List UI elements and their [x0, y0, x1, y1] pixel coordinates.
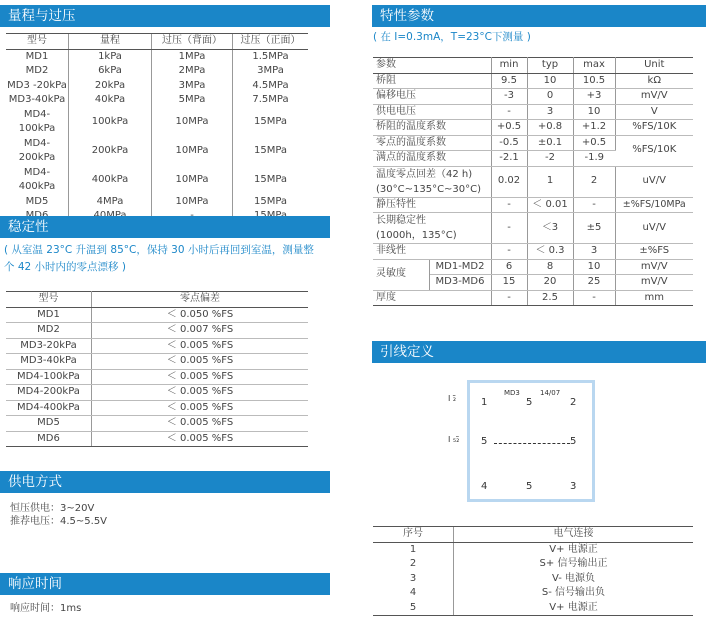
char-min: -: [491, 104, 527, 120]
table-row: [373, 572, 693, 587]
stability-deviation: ＜ 0.005 %FS: [92, 431, 309, 447]
range-header-range: 量程: [69, 34, 152, 50]
dashed-line: [494, 443, 570, 444]
char-min: -2.1: [491, 151, 527, 167]
char-typ: 0: [527, 89, 573, 105]
range-model: MD4-100kPa: [18, 108, 56, 134]
range-model: MD3 -20kPa: [7, 79, 67, 91]
range-back-overpressure: 10MPa: [152, 195, 233, 210]
response-section-header: 响应时间: [0, 573, 330, 595]
diagram-label-md3: MD3: [504, 389, 520, 397]
wiring-connection: S- 信号输出负: [454, 586, 694, 601]
range-model: MD3-40kPa: [8, 94, 66, 105]
char-typ: 1: [527, 166, 573, 197]
range-back-overpressure: 1MPa: [152, 49, 233, 64]
stability-model: MD1: [6, 307, 92, 323]
wiring-no: 4: [409, 587, 417, 598]
table-row: [6, 431, 308, 447]
table-row: [373, 542, 693, 557]
range-back-overpressure: 10MPa: [152, 137, 233, 166]
range-back-overpressure: 3MPa: [152, 79, 233, 94]
table-row: [373, 601, 693, 616]
table-row: [373, 197, 693, 213]
range-model: MD1: [25, 50, 49, 62]
table-row: [6, 195, 308, 210]
table-row: [373, 586, 693, 601]
table-row: [373, 73, 693, 89]
pin-label: 1: [481, 397, 488, 408]
wiring-connection: S+ 信号输出正: [454, 557, 694, 572]
range-back-overpressure: 10MPa: [152, 166, 233, 195]
char-header-min: min: [491, 58, 527, 74]
range-front-overpressure: 3MPa: [233, 64, 309, 79]
stability-model: MD4-200kPa: [6, 385, 92, 401]
power-section-header: 供电方式: [0, 471, 330, 493]
range-value: 1kPa: [69, 49, 152, 64]
char-unit: %FS/10K: [615, 120, 693, 136]
range-value: 20kPa: [69, 79, 152, 94]
range-front-overpressure: 7.5MPa: [233, 93, 309, 108]
table-row: [373, 104, 693, 120]
char-min: -: [491, 213, 527, 244]
char-typ: ±0.1: [527, 135, 573, 151]
stability-model: MD6: [6, 431, 92, 447]
stability-note-2: 个 42 小时内的零点漂移 ): [4, 261, 126, 273]
range-model: MD2: [25, 65, 49, 76]
char-max: -: [573, 290, 615, 306]
char-typ: 3: [527, 104, 573, 120]
char-unit: uV/V: [615, 166, 693, 197]
table-row: [373, 557, 693, 572]
stability-table: [6, 291, 308, 447]
table-row: [6, 49, 308, 64]
char-min: -: [491, 197, 527, 213]
char-max: +3: [573, 89, 615, 105]
char-max: 10: [573, 104, 615, 120]
table-row: [6, 137, 308, 166]
range-value: 4MPa: [69, 195, 152, 210]
table-row: [6, 79, 308, 94]
table-row: [373, 290, 693, 306]
char-param: 供电电压: [373, 104, 491, 120]
char-param: [373, 213, 491, 244]
char-max: -: [573, 197, 615, 213]
range-section-header: 量程与过压: [0, 5, 330, 27]
char-unit: mV/V: [615, 259, 693, 275]
char-min: 0.02: [491, 166, 527, 197]
stability-header-deviation: 零点偏差: [92, 292, 309, 308]
char-min: +0.5: [491, 120, 527, 136]
char-param-line1: 长期稳定性: [376, 215, 426, 226]
char-param: 满点的温度系数: [373, 151, 491, 167]
char-param: 灵敏度: [373, 259, 429, 290]
stability-model: MD2: [6, 323, 92, 339]
pin-label: 3: [570, 481, 577, 492]
char-header-param: 参数: [373, 58, 491, 74]
range-value: 6kPa: [69, 64, 152, 79]
diagram-label-1407: 14/07: [540, 389, 561, 397]
stability-deviation: ＜ 0.050 %FS: [92, 307, 309, 323]
char-unit: %FS/10K: [615, 135, 693, 166]
char-max: 10.5: [573, 73, 615, 89]
char-max: 25: [573, 275, 615, 291]
char-typ: ＜ 0.01: [527, 197, 573, 213]
table-row: [6, 64, 308, 79]
char-max: +0.5: [573, 135, 615, 151]
char-header-typ: typ: [527, 58, 573, 74]
char-max: 3: [573, 244, 615, 260]
table-row: [373, 213, 693, 244]
table-row: [373, 259, 693, 275]
range-value: 100kPa: [69, 108, 152, 137]
char-param: 厚度: [373, 290, 491, 306]
char-min: 9.5: [491, 73, 527, 89]
char-param-line2: (1000h，135°C): [376, 230, 457, 241]
char-unit: ±%FS/10MPa: [615, 197, 693, 213]
char-unit: V: [615, 104, 693, 120]
char-max: 2: [573, 166, 615, 197]
range-value: 40kPa: [69, 93, 152, 108]
stability-deviation: ＜ 0.005 %FS: [92, 369, 309, 385]
range-back-overpressure: 10MPa: [152, 108, 233, 137]
characteristics-section-header: 特性参数: [372, 5, 706, 27]
table-row: [6, 108, 308, 137]
char-typ: ＜ 0.3: [527, 244, 573, 260]
range-front-overpressure: 1.5MPa: [233, 49, 309, 64]
stability-note-1: ( 从室温 23°C 升温到 85°C，保持 30 小时后再回到室温，测量整: [4, 244, 314, 256]
char-typ: +0.8: [527, 120, 573, 136]
char-typ: 20: [527, 275, 573, 291]
table-row: [373, 135, 693, 151]
char-typ: 8: [527, 259, 573, 275]
diagram-side-mark-mid: I ₅₂̃: [448, 435, 460, 444]
range-header-model: 型号: [6, 34, 69, 50]
char-min: 6: [491, 259, 527, 275]
char-param: 桥阻的温度系数: [373, 120, 491, 136]
table-row: [6, 338, 308, 354]
char-param: 桥阻: [373, 73, 491, 89]
table-row: [6, 166, 308, 195]
range-value: 400kPa: [69, 166, 152, 195]
stability-model: MD4-400kPa: [6, 400, 92, 416]
range-front-overpressure: 15MPa: [233, 166, 309, 195]
range-front-overpressure: 15MPa: [233, 137, 309, 166]
wiring-no: 2: [409, 558, 417, 569]
wiring-connection: V+ 电源正: [454, 542, 694, 557]
stability-section-header: 稳定性: [0, 216, 330, 238]
wiring-section-header: 引线定义: [372, 341, 706, 363]
stability-deviation: ＜ 0.005 %FS: [92, 385, 309, 401]
table-row: [6, 93, 308, 108]
wiring-header-connection: 电气连接: [454, 527, 694, 543]
char-min: -0.5: [491, 135, 527, 151]
table-row: [6, 416, 308, 432]
char-param: [373, 166, 491, 197]
table-row: [6, 369, 308, 385]
pin-label: 5: [570, 436, 577, 447]
stability-deviation: ＜ 0.007 %FS: [92, 323, 309, 339]
table-row: [373, 89, 693, 105]
char-typ: 10: [527, 73, 573, 89]
wiring-no: 5: [373, 601, 454, 616]
wiring-table: [373, 526, 693, 616]
char-unit: mV/V: [615, 275, 693, 291]
stability-deviation: ＜ 0.005 %FS: [92, 416, 309, 432]
range-header-back: 过压（背面）: [152, 34, 233, 50]
pin-label: 2: [570, 397, 577, 408]
range-header-front: 过压（正面）: [233, 34, 309, 50]
pin-label: 5: [526, 397, 533, 408]
stability-deviation: ＜ 0.005 %FS: [92, 354, 309, 370]
char-subparam: MD1-MD2: [429, 259, 491, 275]
char-unit: kΩ: [615, 73, 693, 89]
range-back-overpressure: 2MPa: [152, 64, 233, 79]
char-header-unit: Unit: [615, 58, 693, 74]
char-param: 非线性: [373, 244, 491, 260]
char-max: +1.2: [573, 120, 615, 136]
char-min: -3: [491, 89, 527, 105]
pin-diagram: [467, 380, 595, 502]
range-table: [6, 33, 308, 225]
range-front-overpressure: 4.5MPa: [233, 79, 309, 94]
char-min: -: [491, 290, 527, 306]
pin-label: 5: [481, 436, 488, 447]
wiring-header-no: 序号: [373, 527, 454, 543]
stability-model: MD3-40kPa: [6, 354, 92, 370]
char-max: -1.9: [573, 151, 615, 167]
pin-label: 5: [526, 481, 533, 492]
wiring-connection: V- 电源负: [454, 572, 694, 587]
char-unit: uV/V: [615, 213, 693, 244]
char-subparam: MD3-MD6: [429, 275, 491, 291]
stability-model: MD3-20kPa: [6, 338, 92, 354]
stability-header-model: 型号: [6, 292, 92, 308]
stability-model: MD5: [6, 416, 92, 432]
table-row: [6, 323, 308, 339]
wiring-no: 1: [409, 543, 417, 555]
char-param: 静压特性: [373, 197, 491, 213]
wiring-connection: V+ 电源正: [454, 601, 694, 616]
stability-model: MD4-100kPa: [6, 369, 92, 385]
char-header-max: max: [573, 58, 615, 74]
range-front-overpressure: 15MPa: [233, 195, 309, 210]
stability-deviation: ＜ 0.005 %FS: [92, 338, 309, 354]
range-model: MD5: [25, 195, 49, 207]
wiring-no: 3: [409, 572, 417, 584]
table-row: [6, 307, 308, 323]
table-row: [6, 354, 308, 370]
char-max: 10: [573, 259, 615, 275]
char-max: ±5: [573, 213, 615, 244]
table-row: [373, 166, 693, 197]
characteristics-table: [373, 57, 693, 306]
char-typ: -2: [527, 151, 573, 167]
response-line-1: 响应时间：1ms: [10, 603, 82, 614]
table-row: [373, 120, 693, 136]
char-unit: mm: [615, 290, 693, 306]
characteristics-note: ( 在 I=0.3mA，T=23°C下测量 ): [373, 31, 531, 43]
char-param-line1: 温度零点回差（42 h): [376, 168, 473, 180]
char-min: 15: [491, 275, 527, 291]
table-row: [6, 385, 308, 401]
char-unit: ±%FS: [615, 244, 693, 260]
range-model: MD4-200kPa: [18, 137, 56, 163]
char-min: -: [491, 244, 527, 260]
range-front-overpressure: 15MPa: [233, 108, 309, 137]
power-line-2: 推荐电压：4.5~5.5V: [10, 516, 108, 527]
char-typ: ＜3: [527, 213, 573, 244]
range-back-overpressure: 5MPa: [152, 93, 233, 108]
range-model: MD4-400kPa: [18, 166, 56, 192]
power-line-1: 恒压供电：3~20V: [10, 503, 95, 514]
stability-deviation: ＜ 0.005 %FS: [92, 400, 309, 416]
char-unit: mV/V: [615, 89, 693, 105]
char-param-line2: (30°C~135°C~30°C): [376, 183, 482, 195]
table-row: [373, 244, 693, 260]
char-typ: 2.5: [527, 290, 573, 306]
diagram-side-mark-top: I ₂̃: [448, 394, 457, 403]
char-param: 偏移电压: [373, 89, 491, 105]
char-param: 零点的温度系数: [373, 135, 491, 151]
table-row: [6, 400, 308, 416]
range-value: 200kPa: [69, 137, 152, 166]
pin-label: 4: [481, 481, 488, 492]
